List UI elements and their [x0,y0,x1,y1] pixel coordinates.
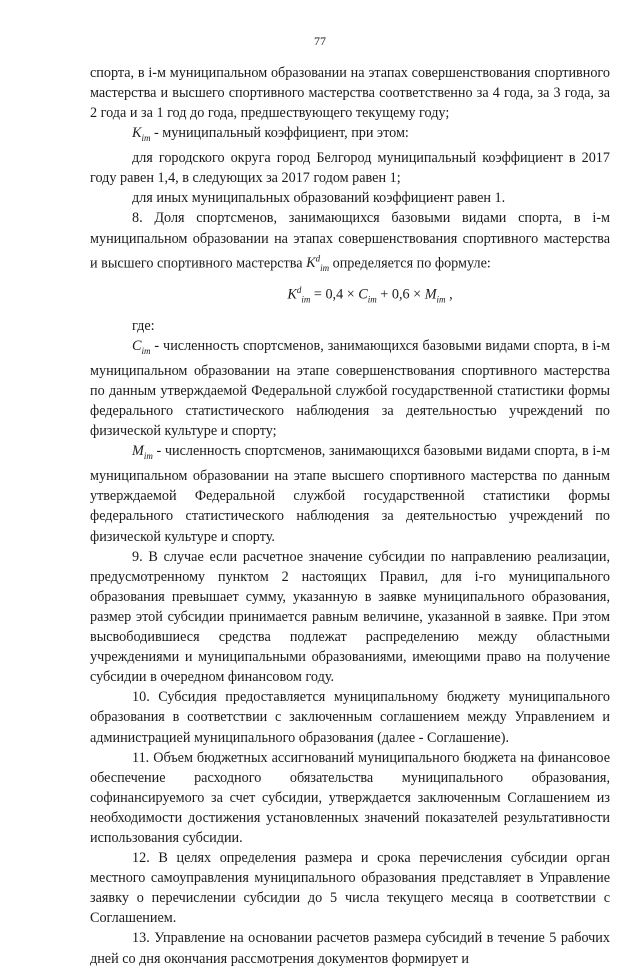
paragraph-other-municipalities: для иных муниципальных образований коэффициент равен 1. [132,190,506,207]
kd-symbol: $K^d_{im}$ [306,253,330,274]
paragraph-belgorod: для городского округа город Белгород муниципальный коэффициент в 2017 году равен 1,4, в следующих за 2017 годом равен 1; [90,150,610,187]
paragraph-10: 10. Субсидия предоставляется муниципальному бюджету муниципального образования в соответствии с заключенным соглашением между Управлением и администрацией муниципального образования (далее - Соглашение). [90,689,610,746]
paragraph-8: 8. Доля спортсменов, занимающихся базовыми видами спорта, в i-м муниципальном образовании на этапах совершенствования спортивного мастерства и высшего спортивного мастерства $K^d_{im}$ определяется по формуле: [90,210,610,274]
c-symbol: $C_{im}$ [132,338,151,356]
paragraph-9: 9. В случае если расчетное значение субсидии по направлению реализации, предусмотренному пунктом 2 настоящих Правил, для i-го муниципального образования превышает сумму, указанную в заявке муниципального образования, размер этой субсидии принимается равным величине, указанной в заявке. При этом высвободившиеся средства подлежат распределению между областными учреждениями и муниципальными образованиями, имеющими право на получение субсидии в очередном финансовом году. [90,548,610,686]
paragraph-13: 13. Управление на основании расчетов размера субсидий в течение 5 рабочих дней со дня окончания рассмотрения документов формирует и [90,930,610,967]
paragraph-c-definition: $C_{im}$ - численность спортсменов, занимающихся базовыми видами спорта, в i-м муниципальном образовании на этапе совершенствования спортивного мастерства по данным утверждаемой Федеральной службой государственной статистики формы федерального статистического наблюдения за деятельностью учреждений по физической культуре и спорту; [90,338,610,440]
paragraph-k-coefficient: $K_{im}$ - муниципальный коэффициент, при этом: [132,125,409,144]
formula: $K^d_{im} = 0,4 \times C_{im} + 0,6 \times M_{im}$ , [287,285,453,305]
paragraph-m-definition: $M_{im}$ - численность спортсменов, занимающихся базовыми видами спорта, в i-м муниципальном образовании на этапе высшего спортивного мастерства по данным утверждаемой Федеральной службой государственной статистики формы федерального статистического наблюдения за деятельностью учреждений по физической культуре и спорту. [90,443,610,545]
paragraph-12: 12. В целях определения размера и срока перечисления субсидии орган местного самоуправления муниципального образования представляет в Управление заявку о перечислении субсидии до 5 числа текущего месяца в соответствии с Соглашением. [90,850,610,927]
paragraph-11: 11. Объем бюджетных ассигнований муниципального бюджета на финансовое обеспечение расходного обязательства муниципального образования, софинансируемого за счет субсидии, утверждается заключенным Соглашением из необходимости достижения установленных значений показателей результативности использования субсидии. [90,749,610,846]
paragraph-continuation: спорта, в i-м муниципальном образовании на этапах совершенствования спортивного мастерства и высшего спортивного мастерства соответственно за 4 года, за 3 года, за 2 года и за 1 год до года, предшествующего текущему году; [90,65,610,122]
document-body [90,63,610,969]
m-symbol: $M_{im}$ [132,443,153,462]
page-number: 77 [314,34,326,48]
paragraph-where: где: [132,317,155,334]
k-symbol: $K_{im}$ [132,125,151,144]
